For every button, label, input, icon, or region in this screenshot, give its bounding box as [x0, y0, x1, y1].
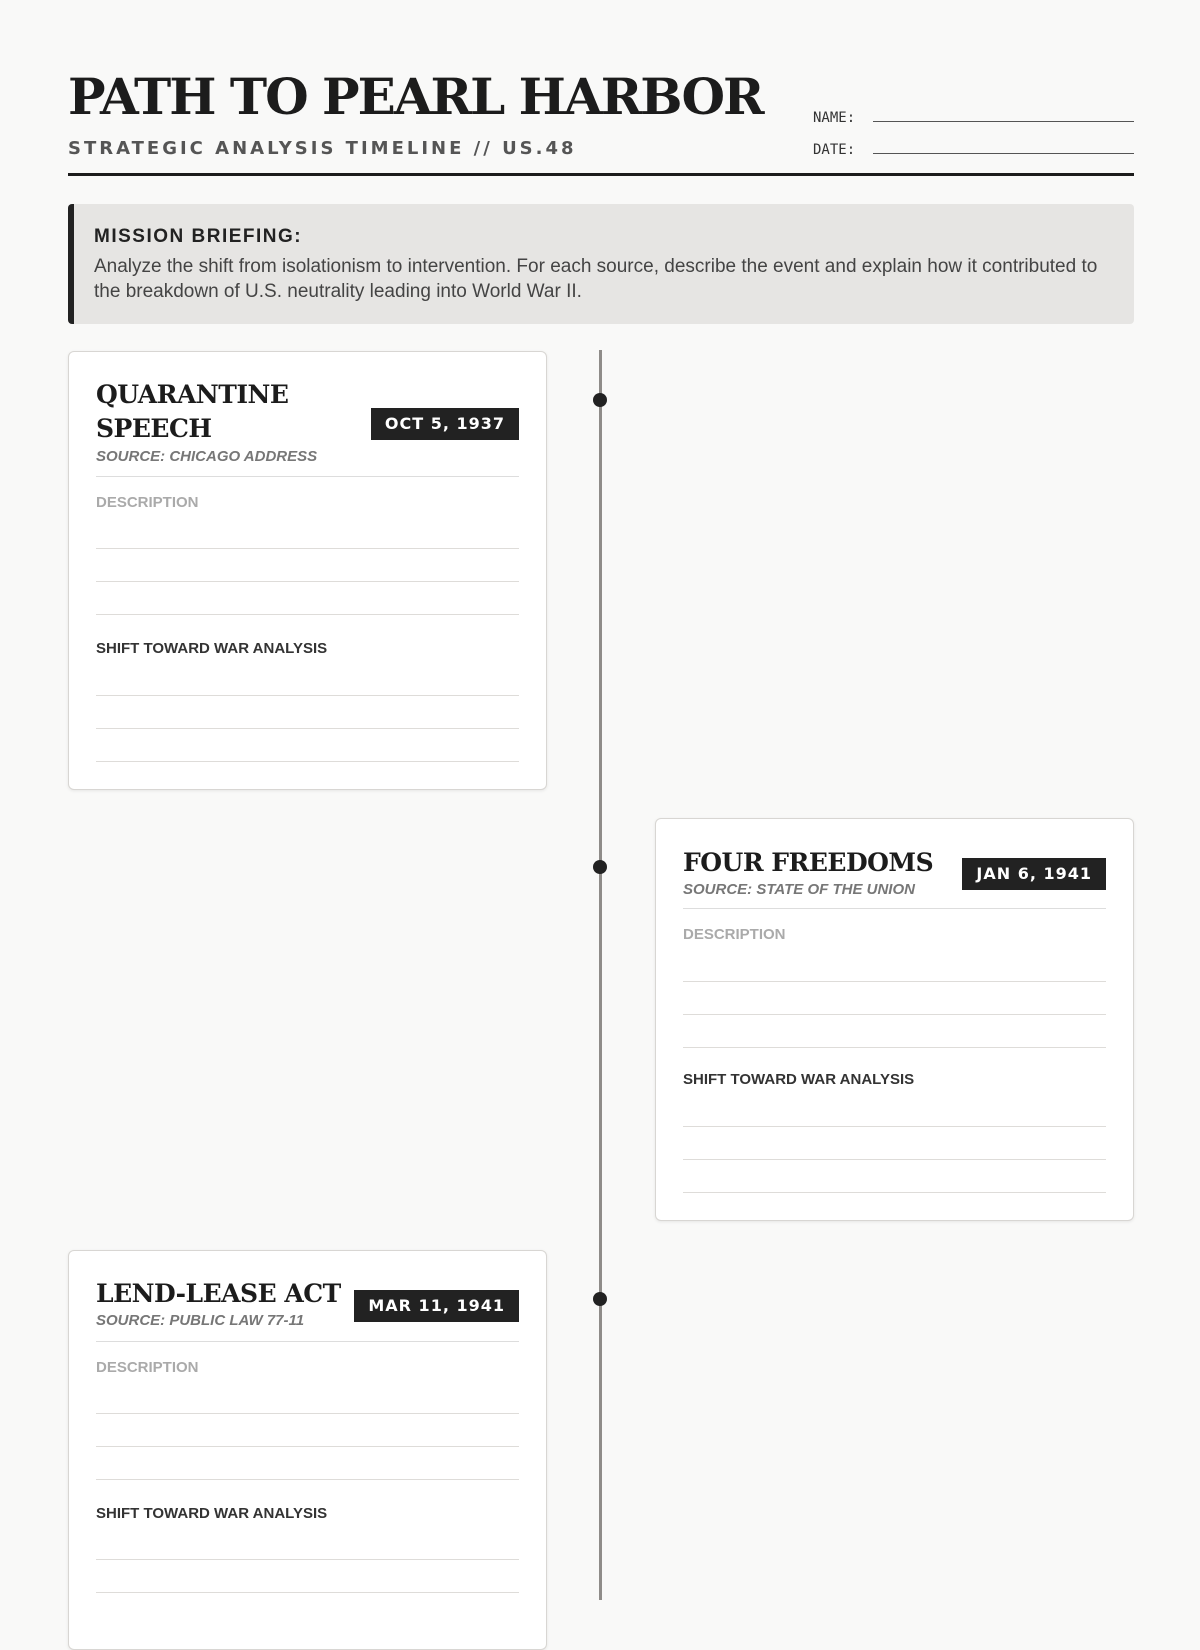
analysis-line[interactable] [683, 1126, 1106, 1127]
analysis-line[interactable] [96, 728, 519, 729]
analysis-line[interactable] [96, 1559, 519, 1560]
timeline-axis [599, 350, 602, 1600]
event-title: FOUR FREEDOMS [683, 848, 934, 877]
date-badge: OCT 5, 1937 [371, 408, 519, 440]
mission-briefing [68, 204, 1134, 324]
description-line[interactable] [96, 581, 519, 582]
analysis-line[interactable] [683, 1192, 1106, 1193]
event-title [96, 378, 288, 446]
briefing-text: Analyze the shift from isolationism to intervention. For each source, describe the event and explain how it contributed to the breakdown of U.S. neutrality leading into World War II. [94, 256, 1098, 302]
timeline-dot [593, 1292, 607, 1306]
description-line[interactable] [96, 548, 519, 549]
description-label: DESCRIPTION [96, 1359, 199, 1376]
event-card-four-freedoms [655, 818, 1134, 1221]
description-line[interactable] [683, 1047, 1106, 1048]
card-divider [683, 908, 1106, 909]
briefing-label: MISSION BRIEFING: [94, 226, 303, 247]
date-field [813, 136, 1134, 158]
analysis-line[interactable] [96, 1592, 519, 1593]
analysis-line[interactable] [96, 695, 519, 696]
analysis-label: SHIFT TOWARD WAR ANALYSIS [96, 1505, 328, 1522]
card-divider [96, 1341, 519, 1342]
description-line[interactable] [96, 1413, 519, 1414]
event-title-line: QUARANTINE [96, 380, 289, 409]
analysis-line[interactable] [683, 1159, 1106, 1160]
event-source: SOURCE: PUBLIC LAW 77-11 [96, 1312, 305, 1329]
description-line[interactable] [96, 1479, 519, 1480]
name-field [813, 104, 1134, 126]
card-divider [96, 476, 519, 477]
analysis-label: SHIFT TOWARD WAR ANALYSIS [683, 1071, 915, 1088]
description-line[interactable] [683, 1014, 1106, 1015]
name-input-line[interactable] [873, 120, 1134, 122]
analysis-line[interactable] [96, 761, 519, 762]
date-label: DATE: [813, 142, 856, 158]
worksheet-header [68, 67, 1134, 176]
event-source: SOURCE: CHICAGO ADDRESS [96, 448, 318, 465]
date-input-line[interactable] [873, 152, 1134, 154]
event-title-line: SPEECH [96, 414, 212, 443]
analysis-label: SHIFT TOWARD WAR ANALYSIS [96, 640, 328, 657]
description-label: DESCRIPTION [96, 494, 199, 511]
event-card-lend-lease-act [68, 1250, 547, 1650]
timeline-dot [593, 860, 607, 874]
page-title: PATH TO PEARL HARBOR [68, 67, 763, 126]
description-line[interactable] [96, 1446, 519, 1447]
event-source: SOURCE: STATE OF THE UNION [683, 881, 915, 898]
date-badge: JAN 6, 1941 [962, 858, 1106, 890]
event-card-quarantine-speech [68, 351, 547, 790]
student-fields [813, 104, 1134, 168]
event-title: LEND-LEASE ACT [96, 1279, 341, 1308]
date-badge: MAR 11, 1941 [354, 1290, 519, 1322]
page-subtitle: STRATEGIC ANALYSIS TIMELINE // US.48 [68, 138, 577, 159]
description-line[interactable] [683, 981, 1106, 982]
header-divider [68, 173, 1134, 176]
description-label: DESCRIPTION [683, 926, 786, 943]
description-line[interactable] [96, 614, 519, 615]
timeline-dot [593, 393, 607, 407]
name-label: NAME: [813, 110, 856, 126]
